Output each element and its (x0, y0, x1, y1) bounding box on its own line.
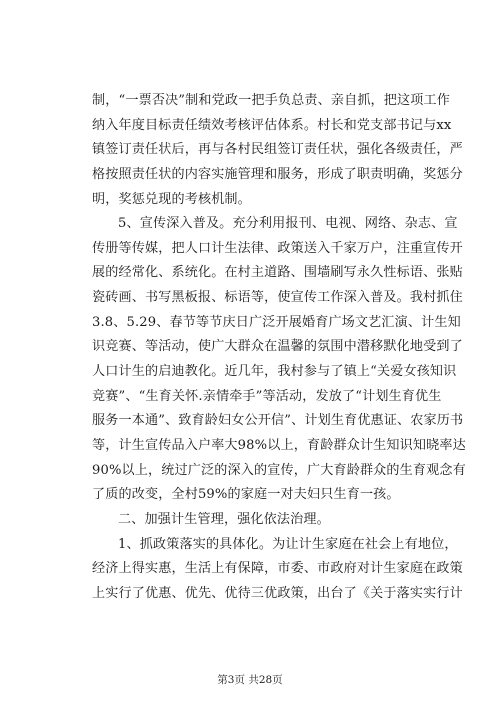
text-line: 经济上得实惠，生活上有保障，市委、市政府对计生家庭在政策 (92, 561, 463, 577)
text-line: 识竞赛、等活动，使广大群众在温馨的氛围中潜移默化地受到了 (92, 339, 463, 355)
text-line: 90%以上，统过广泛的深入的宣传，广大育龄群众的生育观念有 (92, 462, 466, 478)
paragraph-publicity (92, 212, 466, 508)
heading-line: 二、加强计生管理，强化依法治理。 (118, 511, 330, 527)
text-line: 等，计生宣传品入户率大98%以上，育龄群众计生知识知晓率达 (92, 437, 466, 453)
text-line: 瓷砖画、书写黑板报、标语等，使宣传工作深入普及。我村抓住 (92, 290, 463, 306)
text-line: 上实行了优惠、优先、优待三优政策，出台了《关于落实实行计 (92, 585, 463, 601)
text-line: 展的经常化、系统化。在村主道路、围墙刷写永久性标语、张贴 (92, 265, 463, 281)
text-line: 3.8、5.29、春节等节庆日广泛开展婚育广场文艺汇演、计生知 (92, 314, 461, 330)
text-line: 竞赛”、“生育关怀.亲情牵手”等活动，发放了“计划生育优生 (92, 388, 442, 404)
section-heading (92, 508, 412, 533)
text-line: 传册等传媒，把人口计生法律、政策送入千家万户，注重宣传开 (92, 240, 463, 256)
text-line: 明，奖惩兑现的考核机制。 (92, 191, 251, 207)
paragraph-responsibility-system (92, 89, 463, 212)
page-footer: 第3页 共28页 (217, 674, 283, 686)
text-line: 人口计生的启迪教化。近几年，我村参与了镇上“关爱女孩知识 (92, 364, 457, 380)
text-line: 了质的改变，全村59%的家庭一对夫妇只生育一孩。 (92, 487, 400, 503)
text-line: 镇签订责任状后，再与各村民组签订责任状，强化各级责任，严 (92, 142, 463, 158)
document-body (92, 89, 466, 606)
text-line: 格按照责任状的内容实施管理和服务，形成了职责明确，奖惩分 (92, 166, 463, 182)
text-line: 制，“一票否决”制和党政一把手负总责、亲自抓，把这项工作 (92, 93, 451, 108)
text-line: 纳入年度目标责任绩效考核评估体系。村长和党支部书记与xx (92, 117, 452, 133)
paragraph-policy (92, 533, 463, 607)
text-line: 服务一本通”、致育龄妇女公开信”、计划生育优惠证、农家历书 (92, 413, 464, 429)
text-line: 5、宣传深入普及。充分利用报刊、电视、网络、杂志、宣 (118, 216, 458, 232)
text-line: 1、抓政策落实的具体化。为让计生家庭在社会上有地位， (118, 536, 458, 552)
